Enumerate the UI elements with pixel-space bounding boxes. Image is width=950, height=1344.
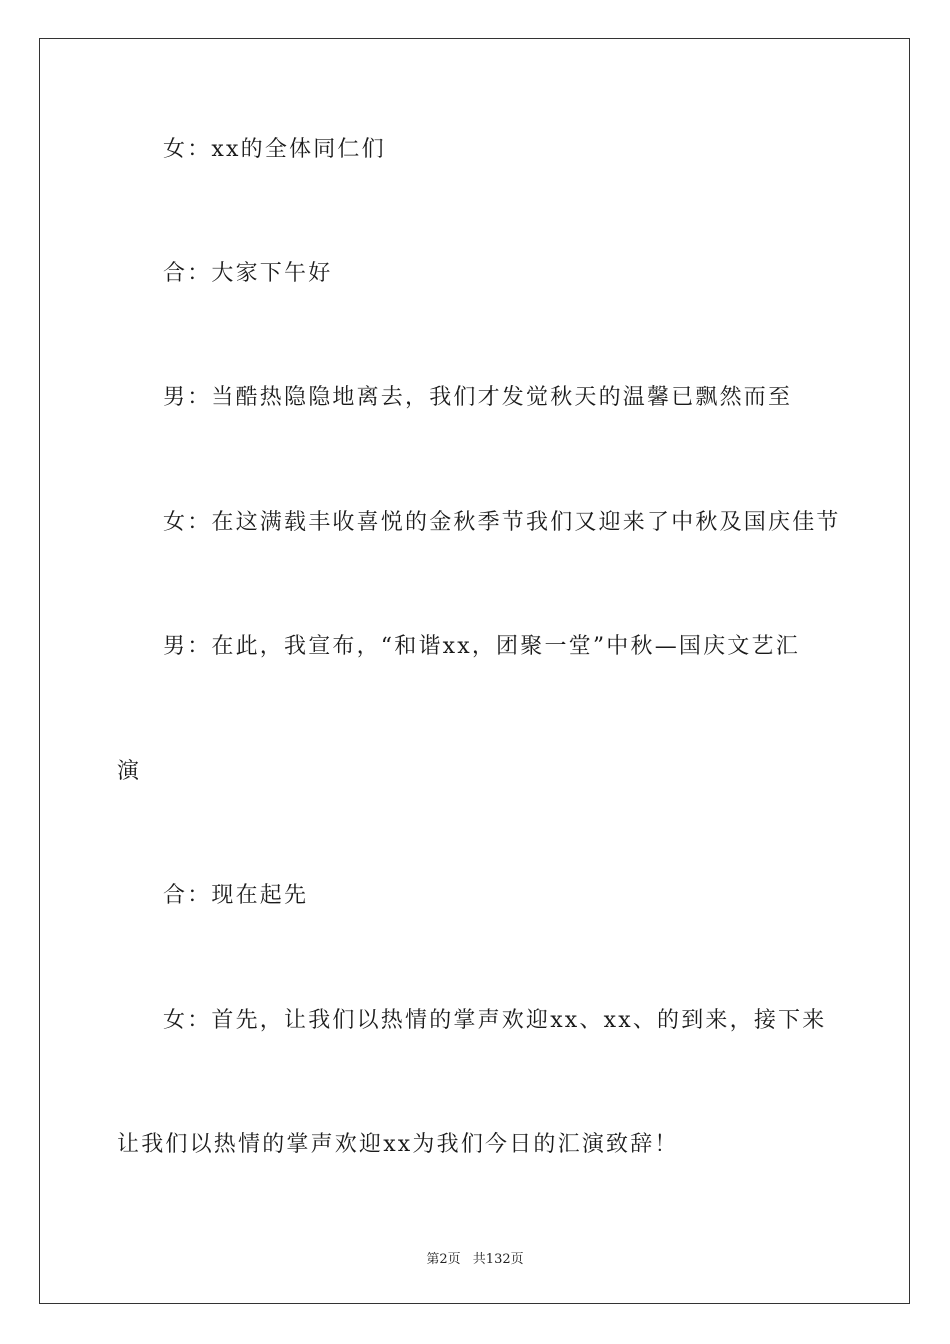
- text-line-8: 女：首先，让我们以热情的掌声欢迎xx、xx、的到来，接下来: [163, 1008, 827, 1033]
- text-line-7: 合：现在起先: [163, 883, 309, 908]
- text-line-5: 男：在此，我宣布，“和谐xx，团聚一堂”中秋—国庆文艺汇: [163, 634, 800, 659]
- page-frame: [39, 38, 910, 1304]
- text-line-1: 女：xx的全体同仁们: [163, 137, 386, 162]
- page-footer: [0, 1248, 950, 1267]
- page-total: 共132页: [472, 1252, 524, 1267]
- text-line-6: 演: [117, 759, 142, 784]
- text-line-9: 让我们以热情的掌声欢迎xx为我们今日的汇演致辞！: [117, 1132, 679, 1157]
- text-line-4: 女：在这满载丰收喜悦的金秋季节我们又迎来了中秋及国庆佳节: [163, 510, 841, 535]
- page-number: 第2页: [426, 1252, 461, 1267]
- text-line-3: 男：当酷热隐隐地离去，我们才发觉秋天的温馨已飘然而至: [163, 385, 793, 410]
- text-line-2: 合：大家下午好: [163, 261, 333, 286]
